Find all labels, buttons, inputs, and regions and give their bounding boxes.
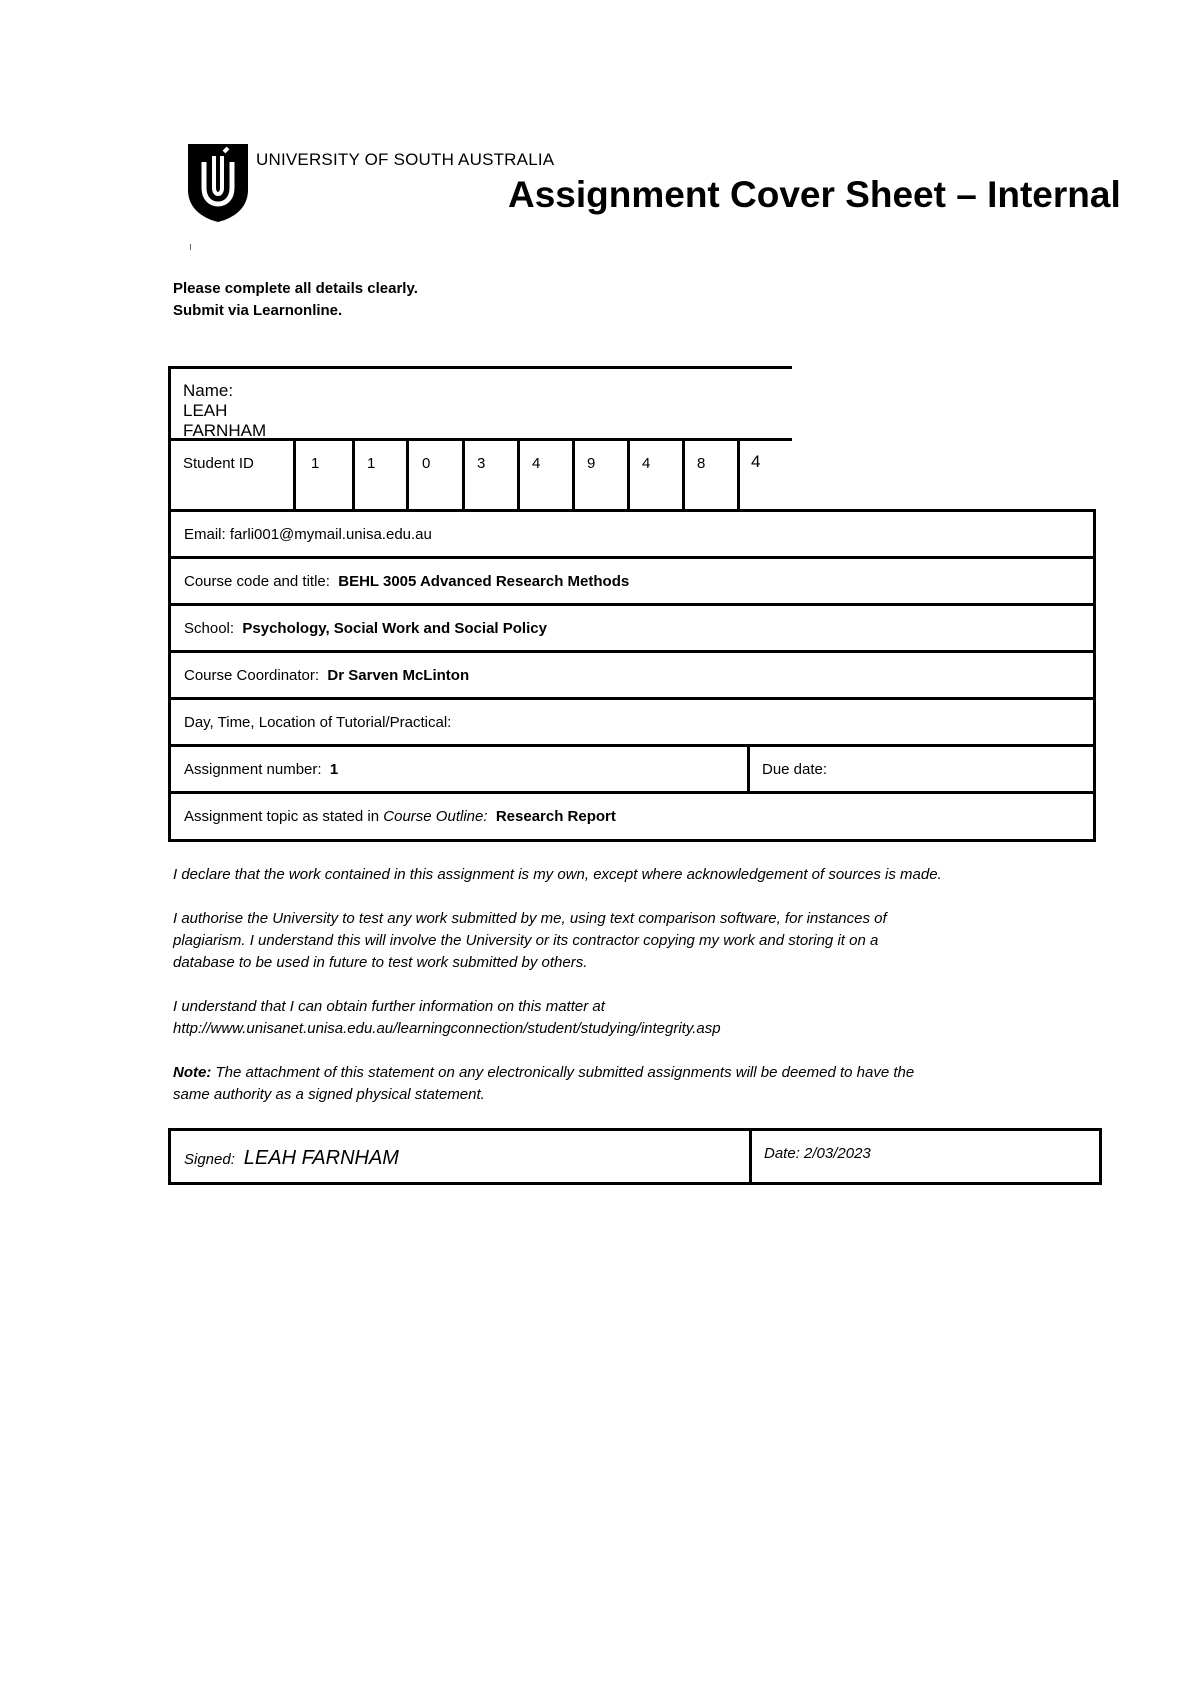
assignment-number-value: 1: [329, 761, 339, 778]
note-label: Note:: [173, 1064, 212, 1081]
tutorial-label: Day, Time, Location of Tutorial/Practical:: [184, 714, 452, 731]
signed-label: Signed:: [184, 1151, 235, 1168]
coordinator-field[interactable]: [184, 667, 469, 684]
university-name: UNIVERSITY OF SOUTH AUSTRALIA: [256, 150, 555, 169]
topic-label: Assignment topic as stated in: [184, 808, 380, 825]
due-date-field[interactable]: [762, 761, 827, 778]
tutorial-field[interactable]: [184, 714, 451, 731]
signature-field[interactable]: [184, 1147, 399, 1170]
email-field[interactable]: [184, 526, 432, 543]
email-label: Email:: [184, 526, 226, 543]
signed-value: LEAH FARNHAM: [243, 1147, 399, 1169]
date-field[interactable]: [764, 1145, 871, 1162]
coordinator-label: Course Coordinator:: [184, 667, 320, 684]
name-value: LEAH FARNHAM: [183, 401, 267, 440]
topic-field[interactable]: [184, 808, 616, 825]
student-id-digit[interactable]: 8: [697, 455, 706, 472]
student-id-digit[interactable]: 4: [751, 452, 761, 471]
student-id-digit[interactable]: 0: [422, 455, 431, 472]
coordinator-value: Dr Sarven McLinton: [327, 667, 470, 684]
authorisation-text: I authorise the University to test any work submitted by me, using text comparison software, for instances of plagiarism. I understand this will involve the University or its contractor copying my work and storing it on a database to be used in future to test work submitted by others.: [173, 910, 887, 971]
assignment-number-label: Assignment number:: [184, 761, 322, 778]
student-id-digit[interactable]: 4: [642, 455, 651, 472]
course-field[interactable]: [184, 573, 629, 590]
school-label: School:: [184, 620, 235, 637]
instruction-line-2: Submit via Learnonline.: [173, 302, 343, 319]
name-field[interactable]: [183, 381, 266, 441]
school-value: Psychology, Social Work and Social Policy: [242, 620, 547, 637]
email-value: farli001@mymail.unisa.edu.au: [229, 526, 432, 543]
declaration-text: I declare that the work contained in this assignment is my own, except where acknowledgement of sources is made.: [173, 866, 942, 883]
note-text: Note: The attachment of this statement on any electronically submitted assignments will be deemed to have the same authority as a signed physical statement.: [173, 1064, 915, 1103]
integrity-link[interactable]: http://www.unisanet.unisa.edu.au/learningconnection/student/studying/integrity.asp: [173, 1020, 721, 1037]
date-label: Date:: [764, 1145, 800, 1162]
topic-label-course-outline: Course Outline:: [383, 808, 488, 825]
course-value: BEHL 3005 Advanced Research Methods: [338, 573, 630, 590]
student-id-digit[interactable]: 9: [587, 455, 596, 472]
school-field[interactable]: [184, 620, 547, 637]
student-id-digit[interactable]: 3: [477, 455, 486, 472]
student-id-digit[interactable]: 4: [532, 455, 541, 472]
decorative-mark: [190, 244, 191, 250]
student-id-label: Student ID: [183, 455, 254, 472]
student-id-digit[interactable]: 1: [311, 455, 320, 472]
student-id-digit[interactable]: 1: [367, 455, 376, 472]
name-label: Name:: [183, 381, 234, 400]
assignment-number-field[interactable]: [184, 761, 338, 778]
document-title: Assignment Cover Sheet – Internal: [508, 174, 1121, 215]
unisa-shield-logo-icon: [186, 142, 250, 222]
information-text: I understand that I can obtain further information on this matter at http://www.unisanet.unisa.edu.au/learningconnection/student/studying/integrity.asp: [173, 996, 1033, 1040]
date-value: 2/03/2023: [804, 1145, 871, 1162]
instruction-line-1: Please complete all details clearly.: [173, 280, 418, 297]
topic-value: Research Report: [495, 808, 616, 825]
due-date-label: Due date:: [762, 761, 828, 778]
course-label: Course code and title:: [184, 573, 330, 590]
